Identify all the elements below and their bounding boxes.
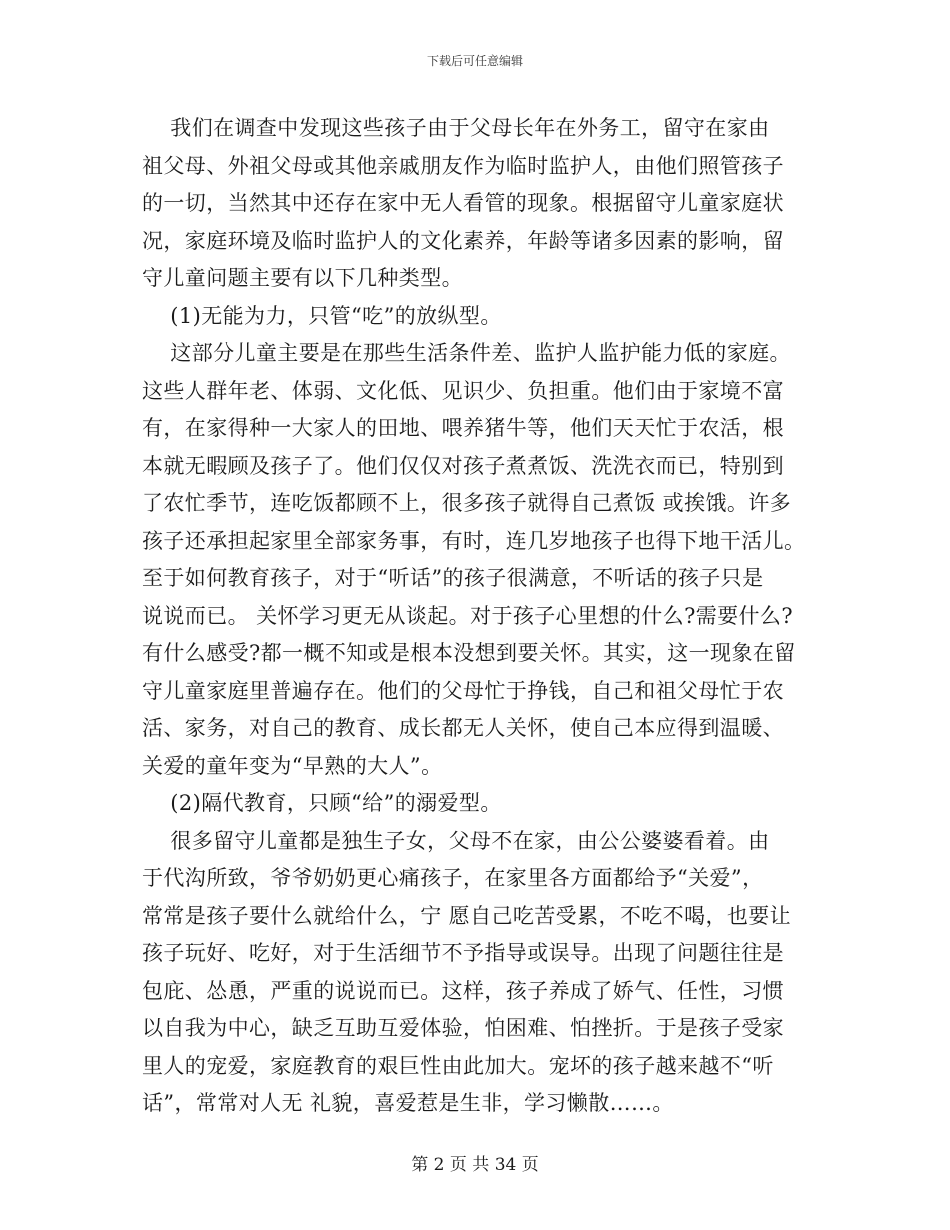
text-line: 守儿童家庭里普遍存在。他们的父母忙于挣钱，自己和祖父母忙于农 xyxy=(142,678,784,703)
text-line: 关爱的童年变为“早熟的大人”。 xyxy=(142,753,443,778)
text-line: 这部分儿童主要是在那些生活条件差、监护人监护能力低的家庭。 xyxy=(142,341,791,365)
text-line: 以自我为中心，缺乏互助互爱体验，怕困难、怕挫折。于是孩子受家 xyxy=(142,1016,784,1040)
text-line: 常常是孩子要什么就给什么，宁 愿自己吃苦受累，不吃不喝，也要让 xyxy=(142,903,792,928)
section-heading-2: (2)隔代教育，只顾“给”的溺爱型。 xyxy=(142,791,502,815)
text-line: 至于如何教育孩子，对于“听话”的孩子很满意，不听话的孩子只是 xyxy=(142,566,764,590)
text-line: 包庇、怂恿，严重的说说而已。这样，孩子养成了娇气、任性，习惯 xyxy=(142,978,784,1003)
text-line: 于代沟所致，爷爷奶奶更心痛孩子，在家里各方面都给予“关爱”， xyxy=(142,866,764,890)
text-line: 祖父母、外祖父母或其他亲戚朋友作为临时监护人，由他们照管孩子 xyxy=(142,153,784,178)
text-line: 守儿童问题主要有以下几种类型。 xyxy=(142,266,463,290)
text-line: 里人的宠爱，家庭教育的艰巨性由此加大。宠坏的孩子越来越不“听 xyxy=(142,1053,774,1078)
section-heading-1: (1)无能为力，只管“吃”的放纵型。 xyxy=(142,303,502,328)
text-line: 有，在家得种一大家人的田地、喂养猪牛等，他们天天忙于农活，根 xyxy=(142,416,784,440)
text-line: 话”，常常对人无 礼貌，喜爱惹是生非，学习懒散……。 xyxy=(142,1091,674,1115)
text-line: 有什么感受?都一概不知或是根本没想到要关怀。其实，这一现象在留 xyxy=(142,641,796,665)
text-line: 活、家务，对自己的教育、成长都无人关怀，使自己本应得到温暖、 xyxy=(142,716,784,740)
document-body xyxy=(142,110,814,1123)
text-line: 说说而已。 关怀学习更无从谈起。对于孩子心里想的什么?需要什么? xyxy=(142,603,793,628)
text-line: 本就无暇顾及孩子了。他们仅仅对孩子煮煮饭、洗洗衣而已，特别到 xyxy=(142,453,784,478)
page-header: 下载后可任意编辑 xyxy=(426,54,523,68)
page-number: 第 2 页 共 34 页 xyxy=(411,1155,539,1175)
text-line: 这些人群年老、体弱、文化低、见识少、负担重。他们由于家境不富 xyxy=(142,378,784,403)
text-line: 我们在调查中发现这些孩子由于父母长年在外务工，留守在家由 xyxy=(142,116,770,140)
text-line: 孩子玩好、吃好，对于生活细节不予指导或误导。出现了问题往往是 xyxy=(142,941,784,965)
text-line: 很多留守儿童都是独生子女，父母不在家，由公公婆婆看着。由 xyxy=(142,828,770,853)
text-line: 了农忙季节，连吃饭都顾不上，很多孩子就得自己煮饭 或挨饿。许多 xyxy=(142,491,792,515)
text-line: 况，家庭环境及临时监护人的文化素养，年龄等诸多因素的影响，留 xyxy=(142,228,784,253)
text-line: 孩子还承担起家里全部家务事，有时，连几岁地孩子也得下地干活儿。 xyxy=(142,528,806,553)
text-line: 的一切，当然其中还存在家中无人看管的现象。根据留守儿童家庭状 xyxy=(142,191,784,215)
